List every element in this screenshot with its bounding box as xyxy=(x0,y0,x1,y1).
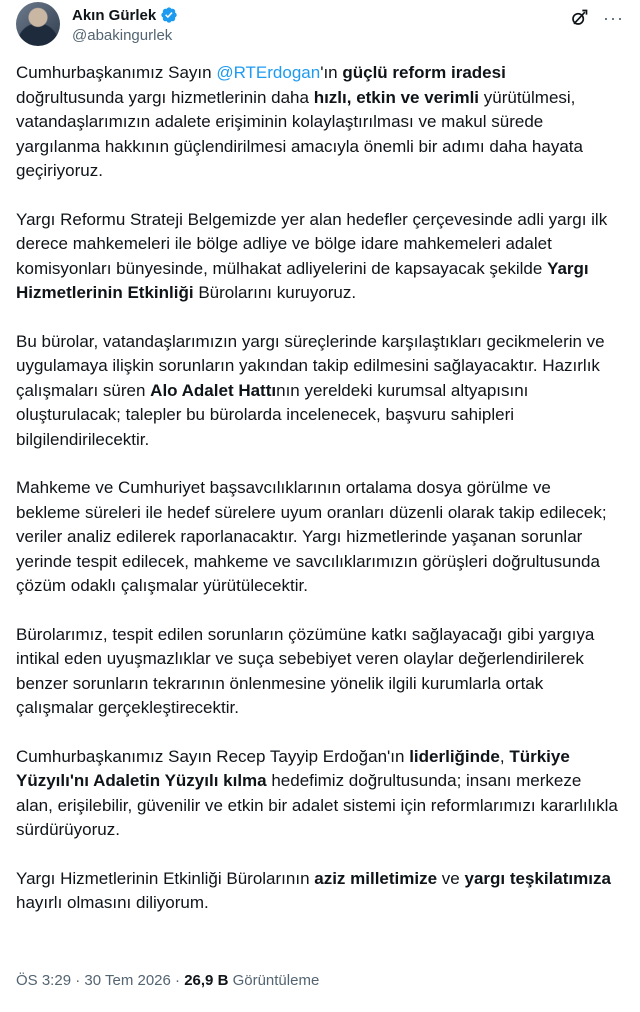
text-span: Cumhurbaşkanımız Sayın xyxy=(16,63,217,82)
text-span: Bu bürolar, vatandaşlarımızın yargı süreçlerinde karşılaştıkları gecikmelerin ve uygulamaya ilişkin sorunların yakından takip edilmesini sağlayacaktır. Hazırlık çalışmaları süren xyxy=(16,331,605,400)
bold-text: liderliğinde xyxy=(409,746,500,766)
tweet-header xyxy=(16,2,624,48)
text-span: doğrultusunda yargı hizmetlerinin daha xyxy=(16,87,314,107)
text-span: hedefimiz doğrultusunda; insanı merkeze alan, erişilebilir, güvenilir ve etkin bir adalet sistemi için reformlarımızı kararlılıkla sürdürüyoruz. xyxy=(16,771,618,839)
tweet-paragraph-5: Bürolarımız, tespit edilen sorunların çözümüne katkı sağlayacağı gibi yargıya intikal eden uyuşmazlıklar ve suça sebebiyet veren olaylar değerlendirilerek benzer sorunların tekrarının önlenmesine yönelik ilgili kurumlarla ortak çalışmalar gerçekleştirecektir. xyxy=(16,624,595,717)
avatar[interactable] xyxy=(16,2,60,46)
more-icon[interactable]: ··· xyxy=(603,8,624,28)
tweet-paragraph-4: Mahkeme ve Cumhuriyet başsavcılıklarının ortalama dosya görülme ve bekleme süreleri ile hedef sürelere uyum oranları düzenli olarak takip edilecek; veriler analiz edilerek raporlanacaktır. Yargı hizmetlerinde yaşanan sorunlar yerinde tespit edilecek, mahkeme ve savcılıklarımızın görüşleri doğrultusunda çözüm odaklı çalışmalar yürütülecektir. xyxy=(16,478,607,595)
tweet-meta xyxy=(16,972,319,989)
tweet-date[interactable]: 30 Tem 2026 xyxy=(84,972,171,989)
text-span: nın yereldeki kurumsal altyapısını oluşturulacak; talepler bu bürolarda incelenecek, başvuru sahipleri bilgilendirilecektir. xyxy=(16,380,529,449)
tweet-text xyxy=(16,61,618,940)
bold-text: Türkiye Yüzyılı'nı Adaletin Yüzyılı kılma xyxy=(16,746,570,790)
author-name-row xyxy=(72,6,178,24)
bold-text: Yargı Hizmetlerinin Etkinliği xyxy=(16,258,589,302)
bold-text: güçlü reform iradesi xyxy=(342,63,506,82)
text-span: , xyxy=(499,746,510,766)
tweet-paragraph-1 xyxy=(16,61,618,184)
author-handle[interactable]: @abakingurlek xyxy=(72,27,173,44)
mention-link[interactable]: @RTErdogan xyxy=(216,63,321,82)
text-span: ve xyxy=(437,868,465,888)
bold-text: hızlı, etkin ve verimli xyxy=(313,87,480,107)
header-actions xyxy=(569,8,624,28)
bold-text: yargı teşkilatımıza xyxy=(464,868,611,888)
text-span: Yargı Hizmetlerinin Etkinliği Bürolarının xyxy=(16,868,315,888)
meta-separator: · xyxy=(170,972,185,989)
text-span: 'ın xyxy=(320,63,343,82)
views-label: Görüntüleme xyxy=(228,972,320,989)
views-count: 26,9 B xyxy=(184,972,229,989)
tweet-paragraph-3 xyxy=(16,330,618,453)
tweet-time[interactable]: ÖS 3:29 xyxy=(16,972,72,989)
text-span: hayırlı olmasını diliyorum. xyxy=(16,893,209,912)
tweet-paragraph-6 xyxy=(16,745,618,843)
tweet-paragraph-2 xyxy=(16,208,618,306)
tweet-paragraph-7 xyxy=(16,867,618,916)
meta-separator: · xyxy=(71,972,85,989)
bold-text: Alo Adalet Hattı xyxy=(150,380,277,400)
text-span: Cumhurbaşkanımız Sayın Recep Tayyip Erdoğan'ın xyxy=(16,746,410,766)
text-span: Yargı Reformu Strateji Belgemizde yer alan hedefler çerçevesinde adli yargı ilk derece mahkemeleri ile bölge adliye ve bölge idare mahkemeleri adalet komisyonları bünyesinde, mülhakat adliyelerini de kapsayacak şekilde xyxy=(16,209,608,278)
grok-icon[interactable] xyxy=(569,8,589,28)
author-display-name[interactable]: Akın Gürlek xyxy=(72,6,157,24)
text-span: Bürolarını kuruyoruz. xyxy=(193,283,357,302)
verified-badge-icon xyxy=(160,6,178,24)
text-span: yürütülmesi, vatandaşlarımızın adalete erişiminin kolaylaştırılması ve makul sürede yargılanma hakkının güçlendirilmesi amacıyla önemli bir adımı daha hayata geçiriyoruz. xyxy=(16,87,583,180)
bold-text: aziz milletimize xyxy=(314,868,438,888)
